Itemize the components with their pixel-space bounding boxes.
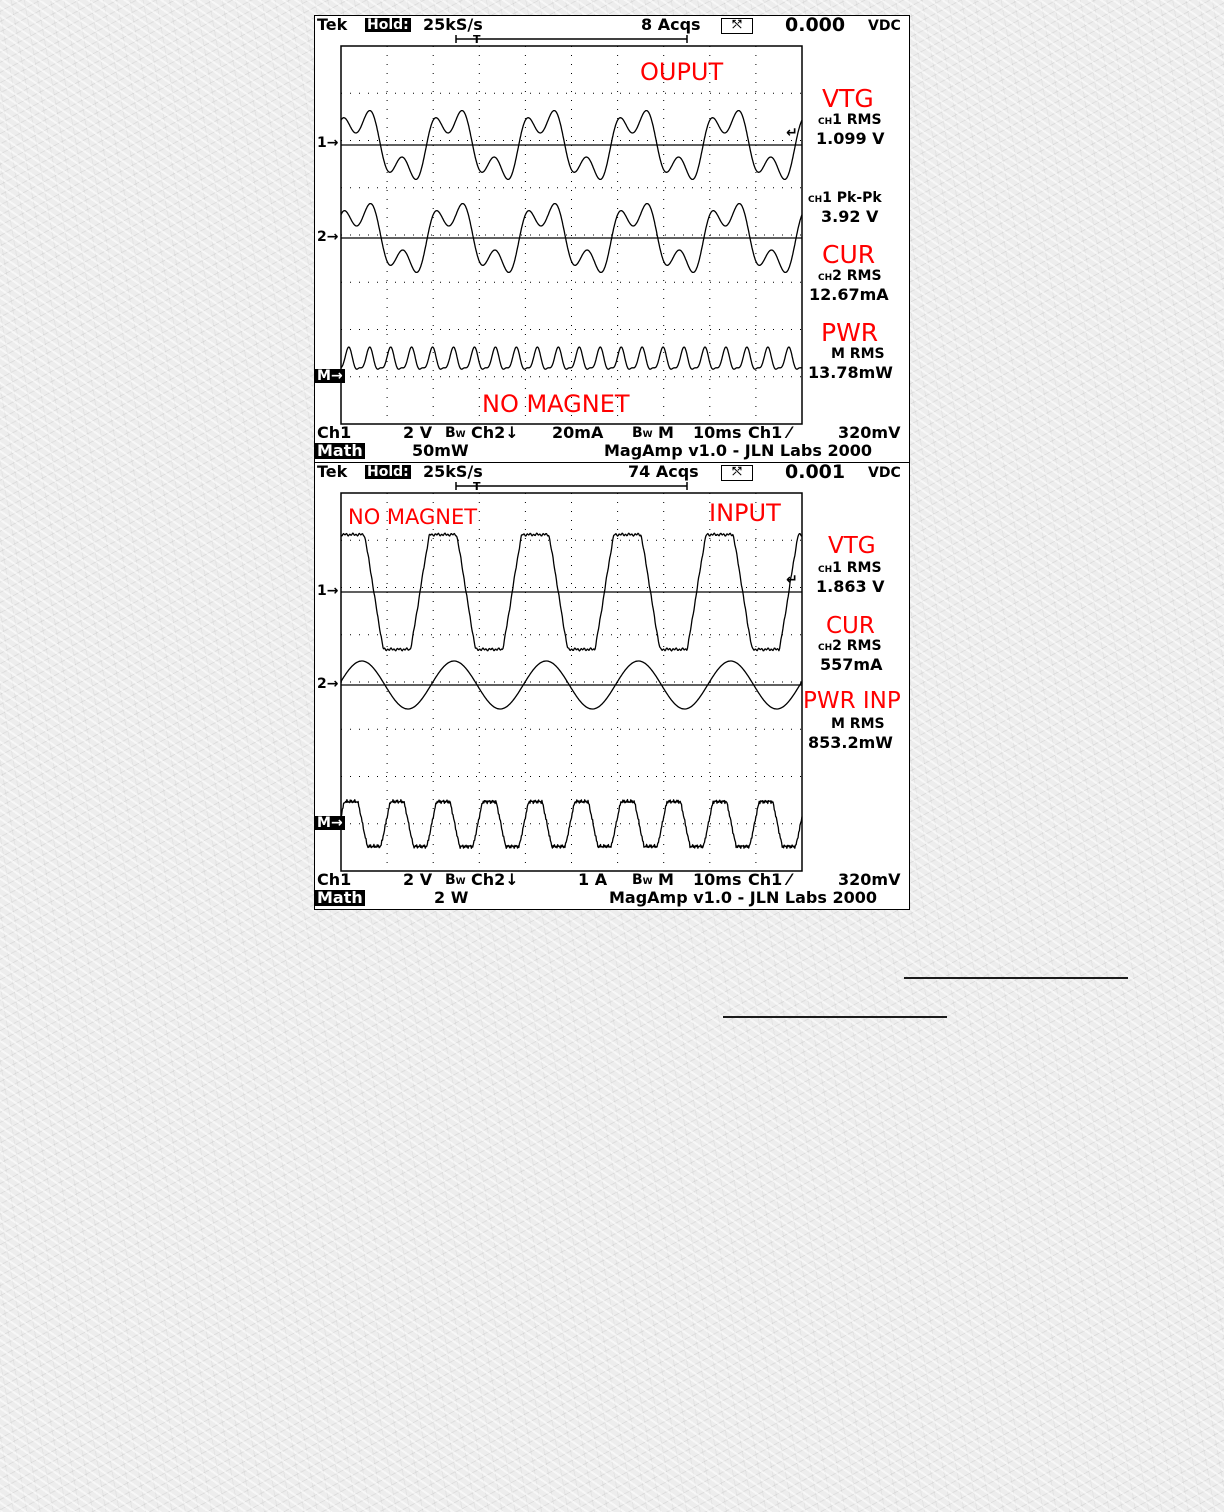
footer-trig: Ch1 ⁄: [748, 423, 791, 442]
footer-ch2-scale: 20mA: [552, 423, 604, 442]
ch2-marker: 2→: [317, 229, 339, 245]
footer-ch1: Ch1: [317, 423, 352, 442]
trigger-arrow-icon: ↵: [786, 125, 798, 141]
scope-input-plot: [315, 463, 910, 910]
trigger-point-marker: T: [473, 480, 481, 493]
vtg-title: VTG: [828, 533, 876, 559]
math-power-trace: [341, 800, 802, 849]
footer-math: Math: [317, 888, 363, 907]
footer-time: 10ms: [693, 423, 742, 442]
bw2-icon: BW: [632, 872, 653, 888]
footer-ch1: Ch1: [317, 870, 352, 889]
header-brand: Tek: [317, 15, 348, 34]
math-marker: M→: [317, 815, 343, 831]
scope-output: [314, 15, 910, 463]
dc-value: 0.000: [785, 15, 846, 36]
header-brand: Tek: [317, 462, 348, 481]
trigger-point-marker: T: [473, 33, 481, 46]
trigger-arrow-icon: ↵: [786, 572, 798, 588]
footer-credit: MagAmp v1.0 - JLN Labs 2000: [604, 441, 872, 460]
sample-rate: 25kS/s: [423, 462, 483, 481]
trigger-icon: ⤲: [721, 465, 753, 481]
ch1-marker: 1→: [317, 583, 339, 599]
vtg-value: 1.863 V: [816, 577, 885, 596]
footer-m: M: [658, 870, 674, 889]
footer-trig-level: 320mV: [838, 870, 901, 889]
cur-value: 557mA: [820, 655, 883, 674]
cur-title: CUR: [822, 240, 876, 269]
link-underline-1[interactable]: [904, 977, 1128, 979]
footer-ch2: Ch2↓: [471, 423, 519, 442]
vtg-name: CH1 RMS: [818, 112, 882, 128]
hold-badge: Hold:: [367, 464, 409, 480]
pwr-value: 13.78mW: [808, 363, 893, 382]
bw1-icon: BW: [445, 425, 466, 441]
pwr-name: M RMS: [831, 716, 885, 732]
footer-ch2: Ch2↓: [471, 870, 519, 889]
footer-m: M: [658, 423, 674, 442]
ch2-marker: 2→: [317, 676, 339, 692]
pwr-title: PWR INP: [803, 688, 901, 714]
vtg-value: 1.099 V: [816, 129, 885, 148]
footer-ch1-scale: 2 V: [403, 423, 433, 442]
vtg-title: VTG: [822, 84, 874, 113]
pwr-title: PWR: [821, 318, 879, 347]
cur-value: 12.67mA: [809, 285, 889, 304]
footer-trig: Ch1 ⁄: [748, 870, 791, 889]
trace-title: OUPUT: [640, 58, 724, 86]
math-power-trace: [341, 347, 802, 369]
acquisitions: 8 Acqs: [641, 15, 701, 34]
footer-math-scale: 50mW: [412, 441, 469, 460]
pwr-value: 853.2mW: [808, 733, 893, 752]
record-window-bracket: [456, 35, 687, 43]
cur-name: CH2 RMS: [818, 638, 882, 654]
link-underline-2[interactable]: [723, 1016, 947, 1018]
ch1-marker: 1→: [317, 135, 339, 151]
math-marker: M→: [317, 368, 343, 384]
acquisitions: 74 Acqs: [628, 462, 699, 481]
footer-time: 10ms: [693, 870, 742, 889]
footer-math: Math: [317, 441, 363, 460]
trace-title: INPUT: [709, 499, 781, 527]
bw2-icon: BW: [632, 425, 653, 441]
cur-title: CUR: [826, 613, 875, 639]
footer-ch2-scale: 1 A: [578, 870, 608, 889]
scope-input: [314, 462, 910, 910]
dc-unit: VDC: [868, 465, 901, 481]
pwr-name: M RMS: [831, 346, 885, 362]
footer-credit: MagAmp v1.0 - JLN Labs 2000: [609, 888, 877, 907]
pkpk-name: CH1 Pk-Pk: [808, 190, 882, 206]
magnet-label: NO MAGNET: [348, 505, 478, 529]
footer-ch1-scale: 2 V: [403, 870, 433, 889]
footer-math-scale: 2 W: [434, 888, 469, 907]
vtg-name: CH1 RMS: [818, 560, 882, 576]
dc-value: 0.001: [785, 462, 846, 483]
trigger-icon: ⤲: [721, 18, 753, 34]
magnet-label: NO MAGNET: [482, 390, 630, 418]
footer-trig-level: 320mV: [838, 423, 901, 442]
hold-badge: Hold:: [367, 17, 409, 33]
pkpk-value: 3.92 V: [821, 207, 879, 226]
bw1-icon: BW: [445, 872, 466, 888]
dc-unit: VDC: [868, 18, 901, 34]
cur-name: CH2 RMS: [818, 268, 882, 284]
record-window-bracket: [456, 482, 687, 490]
sample-rate: 25kS/s: [423, 15, 483, 34]
